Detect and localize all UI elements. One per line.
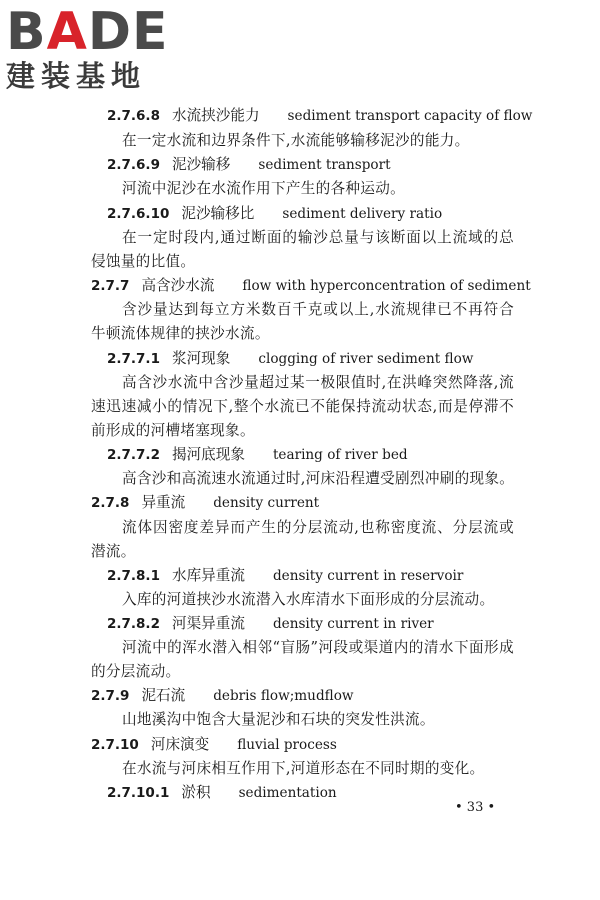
term-definition: 高含沙和高流速水流通过时,河床沿程遭受剧烈冲刷的现象。 — [122, 470, 515, 487]
term-heading: 2.7.7.2 揭河底现象 tearing of river bed — [107, 446, 408, 463]
term-definition-line: 牛顿流体规律的挟沙水流。 — [91, 325, 270, 342]
definition-text: 高含沙水流中含沙量超过某一极限值时,在洪峰突然降落,流 — [122, 374, 514, 391]
term-heading: 2.7.6.9 泥沙输移 sediment transport — [107, 156, 391, 173]
term-heading: 2.7.7 高含沙水流 flow with hyperconcentration of sediment — [91, 277, 531, 294]
term-heading: 2.7.8.2 河渠异重流 density current in river — [107, 615, 434, 632]
definition-text: 速迅速减小的情况下,整个水流已不能保持流动状态,而是停滞不 — [91, 398, 514, 415]
term-definition-line: 前形成的河槽堵塞现象。 — [91, 422, 255, 439]
term-definition: 在水流与河床相互作用下,河道形态在不同时期的变化。 — [122, 760, 485, 777]
definition-text: 在一定时段内,通过断面的输沙总量与该断面以上流域的总 — [122, 229, 514, 246]
term-heading: 2.7.10.1 淤积 sedimentation — [107, 784, 337, 801]
logo-wordmark: BADE — [6, 2, 169, 62]
term-definition-line — [122, 228, 514, 248]
term-definition: 在一定水流和边界条件下,水流能够输移泥沙的能力。 — [122, 132, 470, 149]
term-definition-line: 侵蚀量的比值。 — [91, 253, 196, 270]
term-definition: 河流中泥沙在水流作用下产生的各种运动。 — [122, 180, 405, 197]
term-heading: 2.7.6.8 水流挟沙能力 sediment transport capacity of flow — [107, 107, 533, 124]
term-definition-line — [122, 518, 514, 538]
term-heading: 2.7.8 异重流 density current — [91, 494, 320, 511]
term-definition-line — [122, 638, 514, 658]
term-definition-line — [122, 373, 514, 393]
term-definition: 山地溪沟中饱含大量泥沙和石块的突发性洪流。 — [122, 711, 435, 728]
term-heading: 2.7.10 河床演变 fluvial process — [91, 736, 337, 753]
term-definition: 入库的河道挟沙水流潜入水库清水下面形成的分层流动。 — [122, 591, 495, 608]
term-definition-line — [122, 300, 514, 320]
term-heading: 2.7.6.10 泥沙输移比 sediment delivery ratio — [107, 205, 443, 222]
definition-text: 河流中的浑水潜入相邻“盲肠”河段或渠道内的清水下面形成 — [122, 639, 514, 656]
bade-logo — [6, 4, 181, 96]
logo-subtitle: 建装基地 — [6, 59, 147, 93]
page-number: • 33 • — [455, 800, 496, 815]
term-heading: 2.7.9 泥石流 debris flow;mudflow — [91, 687, 354, 704]
term-definition-line — [91, 397, 514, 417]
definition-text: 含沙量达到每立方米数百千克或以上,水流规律已不再符合 — [122, 301, 514, 318]
term-definition-line: 潜流。 — [91, 543, 136, 560]
definition-text: 流体因密度差异而产生的分层流动,也称密度流、分层流或 — [122, 519, 514, 536]
term-heading: 2.7.8.1 水库异重流 density current in reservoir — [107, 567, 464, 584]
term-definition-line: 的分层流动。 — [91, 663, 181, 680]
term-heading: 2.7.7.1 浆河现象 clogging of river sediment flow — [107, 350, 474, 367]
